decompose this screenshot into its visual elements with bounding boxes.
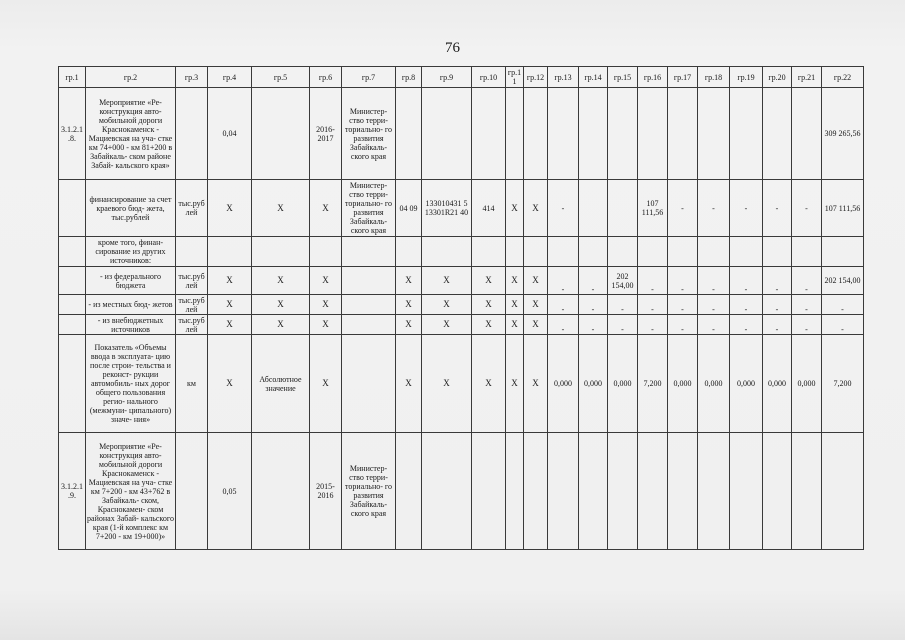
table-cell	[668, 433, 698, 550]
table-cell: -	[730, 267, 763, 295]
table-cell: -	[548, 315, 579, 335]
table-cell	[668, 88, 698, 180]
table-cell: X	[208, 315, 252, 335]
table-cell: Министер- ство терри- ториально- го развития Забайкаль- ского края	[342, 180, 396, 237]
table-cell: X	[472, 295, 506, 315]
table-cell	[176, 88, 208, 180]
table-cell	[252, 433, 310, 550]
table-cell: X	[208, 335, 252, 433]
table-cell: -	[763, 180, 792, 237]
table-cell: Абсолютное значение	[252, 335, 310, 433]
table-cell: тыс.руб лей	[176, 267, 208, 295]
table-cell: 0,000	[730, 335, 763, 433]
table-cell: -	[792, 180, 822, 237]
table-cell	[252, 88, 310, 180]
table-cell: X	[396, 315, 422, 335]
table-cell	[638, 433, 668, 550]
column-header: гр.7	[342, 67, 396, 88]
table-cell: -	[792, 295, 822, 315]
table-cell: 0,000	[548, 335, 579, 433]
table-cell	[422, 433, 472, 550]
table-cell: X	[524, 267, 548, 295]
table-cell: 0,04	[208, 88, 252, 180]
table-cell: 107 111,56	[822, 180, 864, 237]
table-cell	[59, 237, 86, 267]
table-cell: -	[668, 295, 698, 315]
table-cell	[730, 237, 763, 267]
table-cell	[792, 433, 822, 550]
table-cell: -	[763, 267, 792, 295]
table-cell: X	[208, 180, 252, 237]
table-cell	[524, 88, 548, 180]
table-cell: X	[252, 180, 310, 237]
item-description: - из федерального бюджета	[86, 267, 176, 295]
table-cell: -	[608, 315, 638, 335]
table-cell: -	[822, 295, 864, 315]
table-cell	[342, 237, 396, 267]
column-header: гр.4	[208, 67, 252, 88]
table-cell	[342, 267, 396, 295]
table-cell	[579, 88, 608, 180]
table-cell	[59, 267, 86, 295]
table-cell: -	[698, 295, 730, 315]
table-cell: -	[822, 315, 864, 335]
table-cell: X	[396, 295, 422, 315]
table-cell	[548, 237, 579, 267]
table-cell: 0,000	[792, 335, 822, 433]
table-cell: -	[638, 315, 668, 335]
table-cell	[472, 237, 506, 267]
column-header: гр.12	[524, 67, 548, 88]
table-cell: X	[506, 267, 524, 295]
column-header: гр.6	[310, 67, 342, 88]
table-cell	[396, 88, 422, 180]
table-cell	[342, 335, 396, 433]
table-row	[59, 237, 864, 267]
table-cell	[506, 237, 524, 267]
table-cell	[763, 433, 792, 550]
column-header: гр.15	[608, 67, 638, 88]
table-cell	[822, 433, 864, 550]
table-cell	[730, 88, 763, 180]
table-cell	[608, 433, 638, 550]
table-cell: 202 154,00	[822, 267, 864, 295]
table-cell: Министер- ство терри- ториально- го развития Забайкаль- ского края	[342, 433, 396, 550]
table-cell: X	[310, 180, 342, 237]
column-header: гр.1	[59, 67, 86, 88]
table-cell	[548, 433, 579, 550]
table-cell: X	[472, 335, 506, 433]
table-cell: 309 265,56	[822, 88, 864, 180]
column-header: гр.18	[698, 67, 730, 88]
table-cell: -	[548, 295, 579, 315]
table-cell: -	[668, 180, 698, 237]
table-row	[59, 180, 864, 237]
table-cell: X	[472, 267, 506, 295]
table-cell	[396, 433, 422, 550]
table-cell: -	[579, 295, 608, 315]
table-cell: X	[524, 335, 548, 433]
program-table	[58, 66, 864, 550]
column-header: гр.22	[822, 67, 864, 88]
table-cell: тыс.руб лей	[176, 295, 208, 315]
table-cell	[342, 315, 396, 335]
table-cell	[548, 88, 579, 180]
column-header: гр.13	[548, 67, 579, 88]
item-description: кроме того, финан- сирование из других источников:	[86, 237, 176, 267]
column-header: гр.14	[579, 67, 608, 88]
table-cell: -	[608, 295, 638, 315]
table-cell: 0,000	[579, 335, 608, 433]
table-cell	[608, 237, 638, 267]
table-cell: -	[792, 267, 822, 295]
table-cell: 133010431 5 13301R21 40	[422, 180, 472, 237]
table-cell: 04 09	[396, 180, 422, 237]
table-cell: X	[422, 267, 472, 295]
table-cell	[176, 237, 208, 267]
table-cell: Министер- ство терри- ториально- го развития Забайкаль- ского края	[342, 88, 396, 180]
table-cell: тыс.руб лей	[176, 315, 208, 335]
table-cell	[698, 88, 730, 180]
table-cell	[638, 88, 668, 180]
table-row	[59, 335, 864, 433]
table-cell	[506, 88, 524, 180]
table-cell: -	[548, 267, 579, 295]
table-cell	[59, 180, 86, 237]
table-row	[59, 88, 864, 180]
table-cell	[396, 237, 422, 267]
table-cell	[342, 295, 396, 315]
table-cell: км	[176, 335, 208, 433]
table-cell: X	[252, 267, 310, 295]
table-cell	[668, 237, 698, 267]
table-cell	[763, 88, 792, 180]
table-cell	[763, 237, 792, 267]
item-description: Мероприятие «Ре- конструкция авто- мобильной дороги Краснокаменск - Мациевская на уча- стке км 7+200 - км 43+762 в Забайкаль- ском, Краснокамен- ском районах Забай- кальского края (1-й комплекс км 7+200 - км 19+000)»	[86, 433, 176, 550]
table-cell	[310, 237, 342, 267]
row-number: 3.1.2.1 .8.	[59, 88, 86, 180]
table-cell	[59, 335, 86, 433]
table-cell: X	[396, 335, 422, 433]
table-cell	[472, 88, 506, 180]
table-cell: 2016- 2017	[310, 88, 342, 180]
table-cell: X	[524, 295, 548, 315]
table-cell: -	[579, 267, 608, 295]
table-cell	[698, 433, 730, 550]
table-cell: -	[638, 295, 668, 315]
table-cell: -	[668, 267, 698, 295]
table-cell: 202 154,00	[608, 267, 638, 295]
table-cell: X	[422, 335, 472, 433]
table-cell: -	[579, 315, 608, 335]
page-number: 76	[445, 40, 460, 56]
table-cell: X	[524, 180, 548, 237]
table-cell: X	[252, 295, 310, 315]
table-cell	[792, 237, 822, 267]
table-cell	[822, 237, 864, 267]
table-cell	[608, 180, 638, 237]
table-cell	[579, 237, 608, 267]
table-cell: X	[422, 315, 472, 335]
table-cell	[524, 433, 548, 550]
column-header: гр.19	[730, 67, 763, 88]
column-header: гр.17	[668, 67, 698, 88]
table-cell	[638, 237, 668, 267]
item-description: финансирование за счет краевого бюд- жета, тыс.рублей	[86, 180, 176, 237]
table-cell: X	[506, 295, 524, 315]
item-description: - из внебюджетных источников	[86, 315, 176, 335]
table-cell: X	[208, 267, 252, 295]
column-header: гр.10	[472, 67, 506, 88]
table-cell	[579, 180, 608, 237]
table-cell: -	[638, 267, 668, 295]
table-cell: X	[310, 315, 342, 335]
table-cell	[472, 433, 506, 550]
table-cell: -	[698, 267, 730, 295]
table-cell	[698, 237, 730, 267]
item-description: Показатель «Объемы ввода в эксплуата- цию после строи- тельства и реконст- рукции автомобиль- ных дорог общего пользования регио- нального (межмуни- ципального) значе- ния»	[86, 335, 176, 433]
table-cell: -	[763, 315, 792, 335]
table-cell: 7,200	[638, 335, 668, 433]
table-cell	[579, 433, 608, 550]
table-cell: X	[524, 315, 548, 335]
table-cell: X	[310, 335, 342, 433]
table-cell: -	[763, 295, 792, 315]
table-cell: 0,05	[208, 433, 252, 550]
table-cell	[208, 237, 252, 267]
table-cell	[792, 88, 822, 180]
table-cell: 414	[472, 180, 506, 237]
table-cell: -	[730, 295, 763, 315]
table-cell: 7,200	[822, 335, 864, 433]
column-header: гр.3	[176, 67, 208, 88]
table-cell	[252, 237, 310, 267]
table-cell: тыс.руб лей	[176, 180, 208, 237]
table-cell: -	[668, 315, 698, 335]
column-header: гр.5	[252, 67, 310, 88]
table-cell	[176, 433, 208, 550]
table-cell: X	[506, 315, 524, 335]
table-cell	[608, 88, 638, 180]
column-header: гр.9	[422, 67, 472, 88]
table-cell: X	[506, 180, 524, 237]
item-description: Мероприятие «Ре- конструкция авто- мобильной дороги Краснокаменск - Мациевская на уча- стке км 74+000 - км 81+200 в Забайкаль- ском районе Забай- кальского края»	[86, 88, 176, 180]
header-row	[59, 67, 864, 88]
table-cell: 0,000	[608, 335, 638, 433]
column-header: гр.21	[792, 67, 822, 88]
table-row	[59, 267, 864, 295]
table-cell: -	[548, 180, 579, 237]
table-cell: 0,000	[698, 335, 730, 433]
table-cell	[422, 237, 472, 267]
column-header: гр.20	[763, 67, 792, 88]
column-header: гр.8	[396, 67, 422, 88]
table-cell: 0,000	[763, 335, 792, 433]
table-cell: -	[698, 180, 730, 237]
table-cell: X	[472, 315, 506, 335]
table-cell: 0,000	[668, 335, 698, 433]
table-cell: -	[730, 315, 763, 335]
table-cell	[730, 433, 763, 550]
table-cell: -	[792, 315, 822, 335]
column-header: гр.2	[86, 67, 176, 88]
table-cell: X	[310, 295, 342, 315]
table-cell: -	[698, 315, 730, 335]
table-cell	[59, 315, 86, 335]
table-cell	[59, 295, 86, 315]
table-cell: 2015- 2016	[310, 433, 342, 550]
row-number: 3.1.2.1 .9.	[59, 433, 86, 550]
table-cell: X	[310, 267, 342, 295]
table-cell: 107 111,56	[638, 180, 668, 237]
table-cell	[422, 88, 472, 180]
column-header: гр.16	[638, 67, 668, 88]
table-cell: X	[252, 315, 310, 335]
table-cell: X	[396, 267, 422, 295]
table-cell: X	[506, 335, 524, 433]
item-description: - из местных бюд- жетов	[86, 295, 176, 315]
table-cell	[524, 237, 548, 267]
table-cell	[506, 433, 524, 550]
table-cell: X	[208, 295, 252, 315]
table-row	[59, 315, 864, 335]
table-cell: X	[422, 295, 472, 315]
table-row	[59, 295, 864, 315]
column-header: гр.1 1	[506, 67, 524, 88]
table-row	[59, 433, 864, 550]
table-cell: -	[730, 180, 763, 237]
